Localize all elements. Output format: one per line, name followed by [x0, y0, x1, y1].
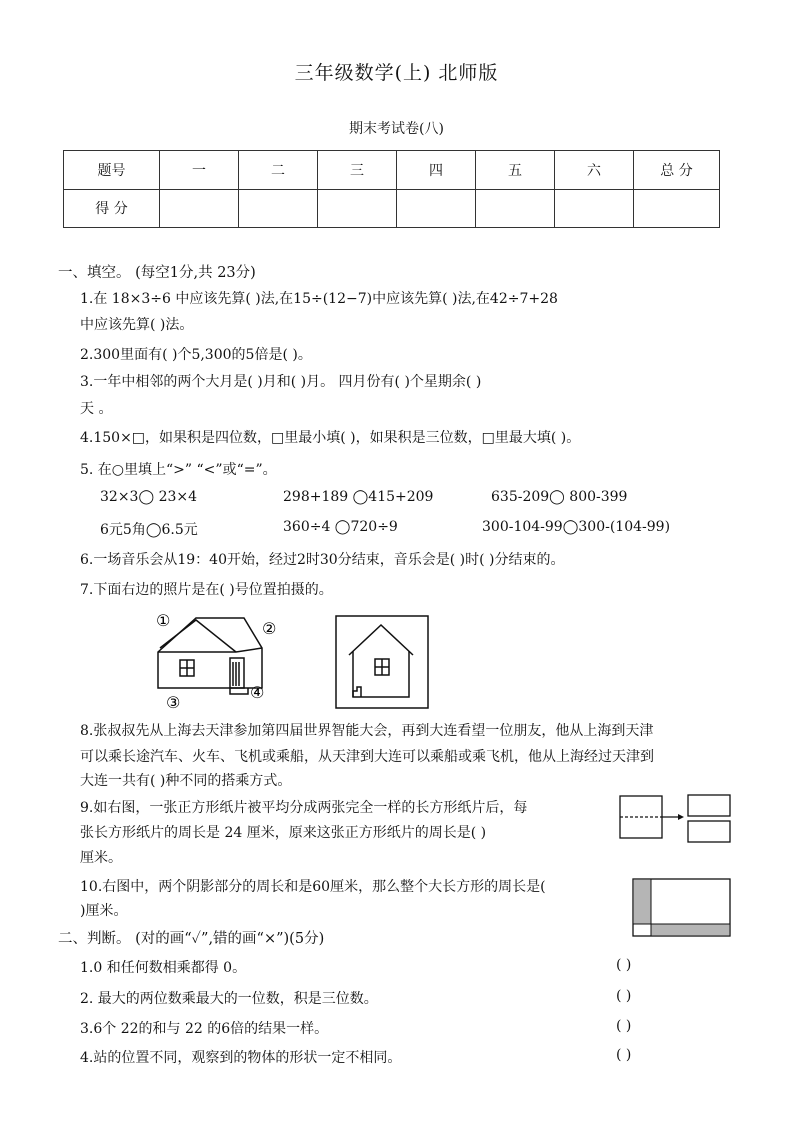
answer-paren[interactable]: ( )	[616, 957, 632, 973]
rectangle-piece	[688, 795, 730, 816]
question-1-line2: 中应该先算( )法。	[80, 317, 194, 333]
compare-item: 360÷4 ◯720÷9	[283, 519, 398, 535]
question-6: 6.一场音乐会从19：40开始，经过2时30分结束，音乐会是( )时( )分结束的。	[80, 552, 565, 568]
question-8-line3: 大连一共有( )种不同的搭乘方式。	[80, 773, 292, 789]
section2-heading: 二、判断。 (对的画“✓”,错的画“×”)(5分)	[58, 931, 325, 947]
score-cell: 五	[476, 151, 555, 190]
score-cell: 四	[397, 151, 476, 190]
square-split-figure	[618, 793, 733, 845]
house-icon	[158, 618, 262, 694]
question-8-line2: 可以乘长途汽车、火车、飞机或乘船，从天津到大连可以乘船或乘飞机，他从上海经过天津到	[80, 749, 654, 765]
score-table-header-row	[64, 151, 720, 190]
house-positions-figure	[150, 610, 290, 710]
rectangle-piece	[688, 821, 730, 842]
compare-item: 6元5角◯6.5元	[100, 522, 198, 538]
judge-item: 2. 最大的两位数乘最大的一位数，积是三位数。	[80, 991, 378, 1007]
score-input-cell[interactable]	[555, 189, 634, 228]
question-3-line1: 3.一年中相邻的两个大月是( )月和( )月。 四月份有( )个星期余( )	[80, 374, 482, 390]
score-input-cell[interactable]	[239, 189, 318, 228]
score-input-cell[interactable]	[476, 189, 555, 228]
question-10-line1: 10.右图中，两个阴影部分的周长和是60厘米，那么整个大长方形的周长是(	[80, 879, 546, 895]
answer-paren[interactable]: ( )	[616, 988, 632, 1004]
shaded-rectangle-figure	[632, 878, 732, 938]
score-cell: 六	[555, 151, 634, 190]
score-input-cell[interactable]	[634, 189, 720, 228]
position-marker-3: ③	[166, 693, 181, 710]
judge-item: 4.站的位置不同，观察到的物体的形状一定不相同。	[80, 1050, 402, 1066]
section1-heading: 一、填空。 (每空1分,共 23分)	[58, 265, 256, 281]
page-title: 三年级数学(上) 北师版	[294, 62, 499, 84]
question-8-line1: 8.张叔叔先从上海去天津参加第四届世界智能大会，再到大连看望一位朋友，他从上海到天津	[80, 723, 654, 739]
question-10-line2: )厘米。	[80, 903, 128, 919]
compare-item: 32×3◯ 23×4	[100, 489, 198, 505]
question-3-line2: 天 。	[80, 401, 113, 417]
position-marker-4: ④	[250, 683, 265, 702]
question-2: 2.300里面有( )个5,300的5倍是( )。	[80, 347, 312, 363]
arrow-head-icon	[678, 814, 684, 820]
score-cell: 一	[160, 151, 239, 190]
question-9-line3: 厘米。	[80, 850, 122, 866]
score-cell: 得 分	[64, 189, 160, 228]
exam-subtitle: 期末考试卷(八)	[349, 121, 444, 137]
score-cell: 三	[318, 151, 397, 190]
question-4: 4.150×□，如果积是四位数，□里最小填( )，如果积是三位数，□里最大填( )。	[80, 430, 581, 446]
position-marker-2: ②	[262, 619, 277, 638]
answer-paren[interactable]: ( )	[616, 1047, 632, 1063]
score-input-cell[interactable]	[397, 189, 476, 228]
question-9-line1: 9.如右图，一张正方形纸片被平均分成两张完全一样的长方形纸片后，每	[80, 800, 528, 816]
compare-item: 300-104-99◯300-(104-99)	[482, 519, 671, 535]
score-input-cell[interactable]	[318, 189, 397, 228]
question-5: 5. 在○里填上“>” “<”或“=”。	[80, 462, 277, 478]
score-table	[63, 150, 720, 228]
score-table-score-row	[64, 189, 720, 228]
shaded-part	[633, 879, 651, 924]
compare-item: 635-209◯ 800-399	[491, 489, 628, 505]
score-cell: 题号	[64, 151, 160, 190]
judge-item: 1.0 和任何数相乘都得 0。	[80, 960, 247, 976]
photo-house-icon	[336, 616, 428, 708]
score-cell: 二	[239, 151, 318, 190]
question-1-line1: 1.在 18×3÷6 中应该先算( )法,在15÷(12−7)中应该先算( )法,在42÷7+28	[80, 291, 558, 307]
shaded-part	[651, 924, 730, 936]
photo-figure	[335, 615, 430, 710]
score-input-cell[interactable]	[160, 189, 239, 228]
question-7: 7.下面右边的照片是在( )号位置拍摄的。	[80, 582, 333, 598]
judge-item: 3.6个 22的和与 22 的6倍的结果一样。	[80, 1021, 329, 1037]
answer-paren[interactable]: ( )	[616, 1018, 632, 1034]
compare-item: 298+189 ◯415+209	[283, 489, 434, 505]
position-marker-1: ①	[156, 611, 171, 630]
score-cell: 总 分	[634, 151, 720, 190]
question-9-line2: 张长方形纸片的周长是 24 厘米，原来这张正方形纸片的周长是( )	[80, 825, 487, 841]
